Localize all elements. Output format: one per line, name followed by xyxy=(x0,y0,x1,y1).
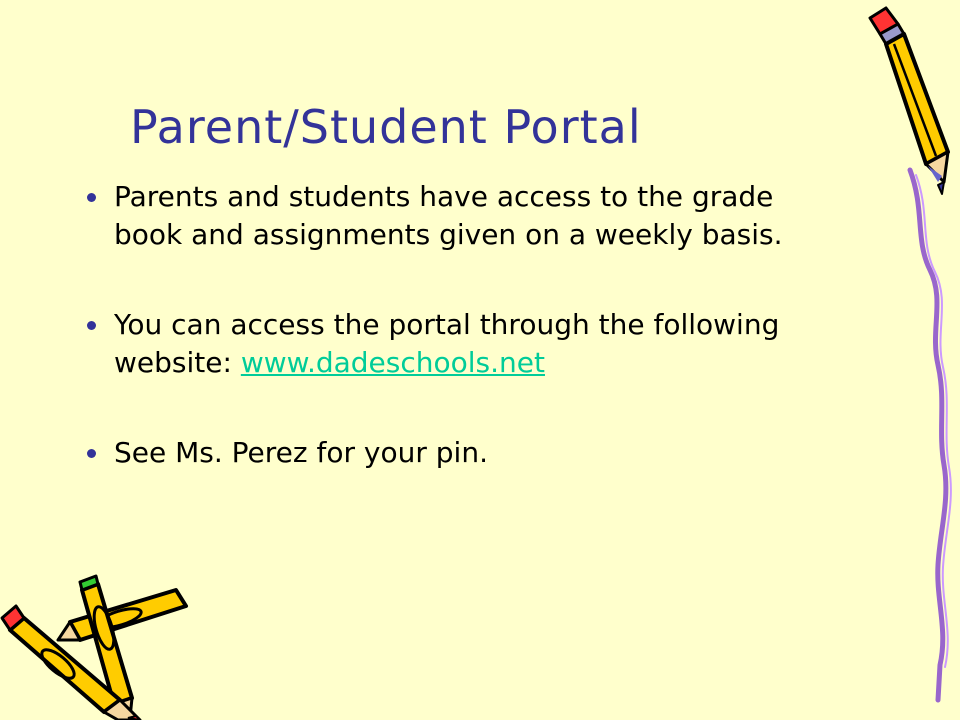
bullet-item-pin xyxy=(82,434,822,472)
bullet-text: Parents and students have access to the grade book and assignments given on a weekly basis. xyxy=(114,180,783,251)
bullet-text: You can access the portal through the following website: xyxy=(114,308,780,379)
right-decoration xyxy=(820,0,960,720)
bullet-item-website xyxy=(82,306,822,382)
bullet-item-access xyxy=(82,178,822,254)
bullet-dot-icon xyxy=(87,321,96,330)
bullet-dot-icon xyxy=(87,193,96,202)
crossed-pencils-icon xyxy=(0,560,200,720)
slide-title: Parent/Student Portal xyxy=(130,100,642,154)
bullet-dot-icon xyxy=(87,449,96,458)
pencil-icon xyxy=(870,8,948,194)
website-link[interactable]: www.dadeschools.net xyxy=(240,346,545,379)
bullet-text: See Ms. Perez for your pin. xyxy=(114,436,488,469)
bullet-list xyxy=(82,178,822,524)
